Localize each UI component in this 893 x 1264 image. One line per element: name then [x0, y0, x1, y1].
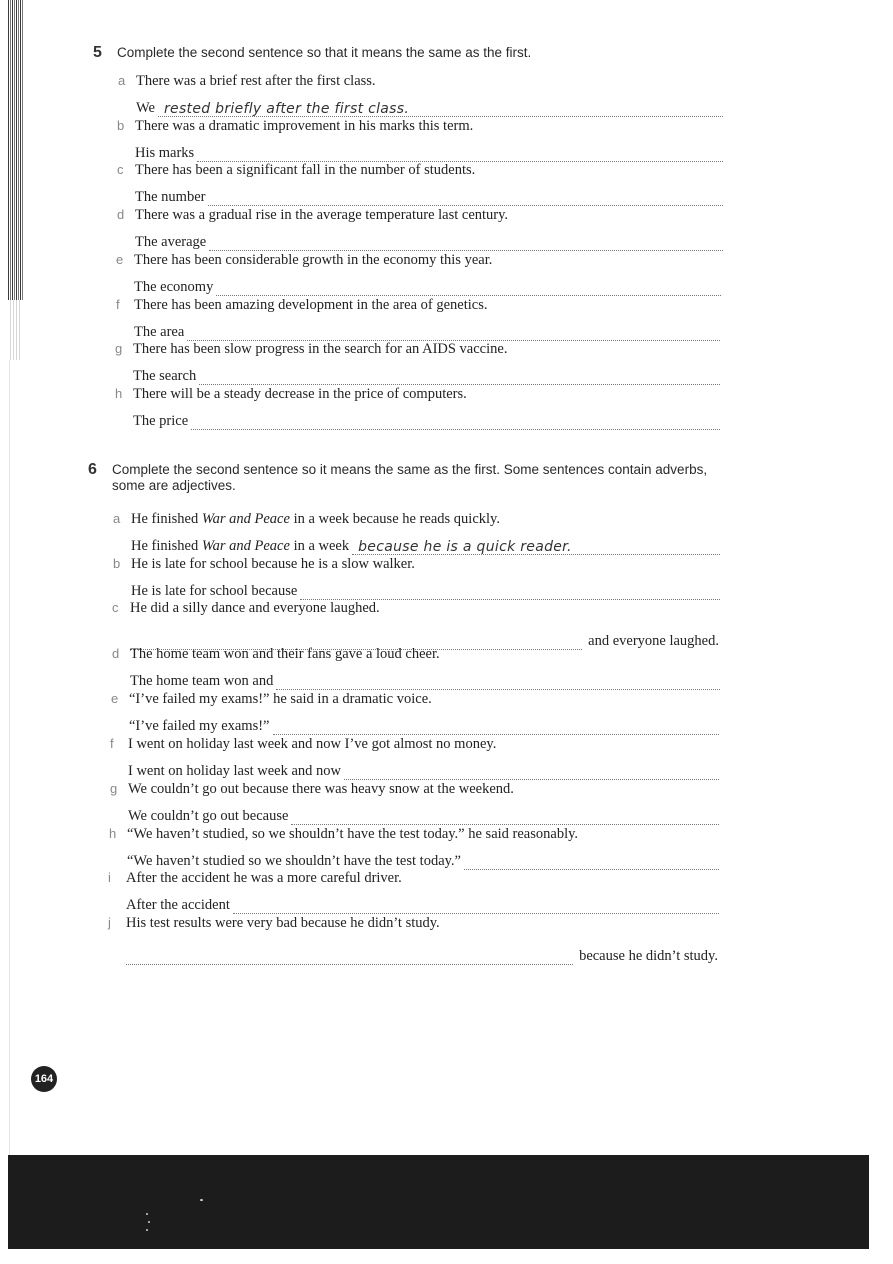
item-prefix: We — [136, 100, 155, 116]
item-sentence: I went on holiday last week and now I’ve got almost no money. — [128, 736, 497, 752]
scan-bottom-shadow — [8, 1155, 869, 1249]
item-letter: d — [112, 646, 120, 661]
item-letter: e — [116, 252, 124, 267]
item-sentence: There will be a steady decrease in the price of computers. — [133, 386, 467, 402]
item-sentence: There has been amazing development in the area of genetics. — [134, 297, 488, 313]
exercise-6-item-j — [108, 915, 718, 965]
item-letter: f — [110, 736, 114, 751]
item-letter: g — [110, 781, 118, 796]
item-prefix: The economy — [134, 279, 214, 295]
exercise-6-item-c — [112, 600, 719, 650]
answer-line[interactable] — [300, 585, 720, 600]
answer-line[interactable] — [273, 720, 720, 735]
exercise-number: 6 — [88, 461, 97, 478]
handwritten-answer: because he is a quick reader. — [358, 539, 572, 555]
answer-line[interactable] — [187, 326, 720, 341]
exercise-6-item-i — [108, 870, 719, 914]
exercise-6-item-b — [113, 556, 720, 600]
scan-speck — [200, 1199, 203, 1201]
item-prefix: He finished War and Peace in a week — [131, 538, 350, 554]
answer-line[interactable] — [233, 899, 719, 914]
exercise-5-item-c — [117, 162, 723, 206]
item-suffix: because he didn’t study. — [579, 948, 718, 964]
answer-line[interactable] — [344, 765, 719, 780]
exercise-5-item-e — [116, 252, 721, 296]
exercise-5-item-g — [115, 341, 720, 385]
item-sentence: He finished War and Peace in a week because he reads quickly. — [131, 511, 500, 527]
spiral-binding-edge — [8, 0, 24, 300]
item-sentence: “I’ve failed my exams!” he said in a dramatic voice. — [129, 691, 432, 707]
item-sentence: He is late for school because he is a slow walker. — [131, 556, 415, 572]
exercise-number: 5 — [93, 44, 102, 61]
item-letter: b — [117, 118, 125, 133]
exercise-instruction: Complete the second sentence so that it means the same as the first. — [117, 45, 532, 60]
item-letter: g — [115, 341, 123, 356]
item-prefix: “We haven’t studied so we shouldn’t have the test today.” — [127, 853, 461, 869]
item-sentence: There has been slow progress in the search for an AIDS vaccine. — [133, 341, 508, 357]
item-sentence: The home team won and their fans gave a loud cheer. — [130, 646, 440, 662]
item-letter: f — [116, 297, 120, 312]
exercise-6-item-h — [109, 826, 719, 870]
item-prefix: The home team won and — [130, 673, 274, 689]
item-letter: i — [108, 870, 111, 885]
item-prefix: The area — [134, 324, 185, 340]
item-prefix: He is late for school because — [131, 583, 298, 599]
exercise-5-header — [93, 44, 717, 62]
scan-speck — [148, 1221, 150, 1223]
answer-line[interactable] — [158, 102, 723, 117]
exercise-5-item-a — [118, 73, 723, 117]
item-sentence: There has been a significant fall in the number of students. — [135, 162, 476, 178]
item-prefix: We couldn’t go out because — [128, 808, 289, 824]
page-edge-line — [9, 360, 10, 1155]
item-letter: a — [118, 73, 126, 88]
exercise-6-item-d — [112, 646, 720, 690]
scan-speck — [146, 1229, 148, 1231]
answer-line[interactable] — [464, 855, 719, 870]
book-title: War and Peace — [201, 538, 290, 554]
item-letter: a — [113, 511, 121, 526]
item-sentence: He did a silly dance and everyone laughed. — [130, 600, 380, 616]
item-letter: e — [111, 691, 119, 706]
item-prefix: The price — [133, 413, 189, 429]
item-sentence: There has been considerable growth in the economy this year. — [134, 252, 493, 268]
answer-line[interactable] — [291, 810, 719, 825]
item-prefix: The number — [135, 189, 206, 205]
answer-line[interactable] — [208, 191, 723, 206]
item-prefix: The search — [133, 368, 197, 384]
scan-speck — [146, 1213, 148, 1215]
exercise-6-item-f — [110, 736, 719, 780]
book-title: War and Peace — [201, 511, 290, 527]
item-prefix: The average — [135, 234, 207, 250]
item-sentence: There was a brief rest after the first class. — [136, 73, 376, 89]
item-letter: c — [112, 600, 119, 615]
answer-line[interactable] — [191, 415, 720, 430]
answer-line[interactable] — [209, 236, 723, 251]
exercise-6-item-g — [110, 781, 719, 825]
item-prefix: “I’ve failed my exams!” — [129, 718, 270, 734]
item-suffix: and everyone laughed. — [588, 633, 719, 649]
item-sentence: His test results were very bad because he didn’t study. — [126, 915, 440, 931]
item-letter: d — [117, 207, 125, 222]
item-letter: b — [113, 556, 121, 571]
exercise-6-item-e — [111, 691, 719, 735]
exercise-6-item-a — [113, 511, 720, 555]
item-prefix: I went on holiday last week and now — [128, 763, 342, 779]
answer-line[interactable] — [216, 281, 721, 296]
item-prefix: His marks — [135, 145, 195, 161]
item-sentence: There was a gradual rise in the average temperature last century. — [135, 207, 509, 223]
item-letter: h — [109, 826, 117, 841]
item-letter: j — [108, 915, 111, 930]
item-prefix: After the accident — [126, 897, 230, 913]
exercise-5-item-b — [117, 118, 723, 162]
item-letter: c — [117, 162, 124, 177]
answer-line[interactable] — [199, 370, 720, 385]
answer-line[interactable] — [197, 147, 723, 162]
exercise-5-item-h — [115, 386, 720, 430]
item-sentence: After the accident he was a more careful driver. — [126, 870, 402, 886]
item-letter: h — [115, 386, 123, 401]
exercise-6-header — [88, 461, 712, 494]
exercise-instruction: Complete the second sentence so it means the same as the first. Some sentences contain adverbs, some are adjectives. — [112, 462, 708, 493]
item-sentence: We couldn’t go out because there was heavy snow at the weekend. — [128, 781, 514, 797]
item-sentence: There was a dramatic improvement in his marks this term. — [135, 118, 474, 134]
answer-line[interactable] — [126, 950, 573, 965]
exercise-5-item-d — [117, 207, 723, 251]
answer-line[interactable] — [352, 540, 720, 555]
exercise-5-item-f — [116, 297, 720, 341]
binding-shadow — [10, 300, 20, 360]
item-sentence: “We haven’t studied, so we shouldn’t have the test today.” he said reasonably. — [127, 826, 579, 842]
handwritten-answer: rested briefly after the first class. — [163, 101, 410, 117]
page-number-badge: 164 — [31, 1066, 57, 1092]
answer-line[interactable] — [276, 675, 720, 690]
